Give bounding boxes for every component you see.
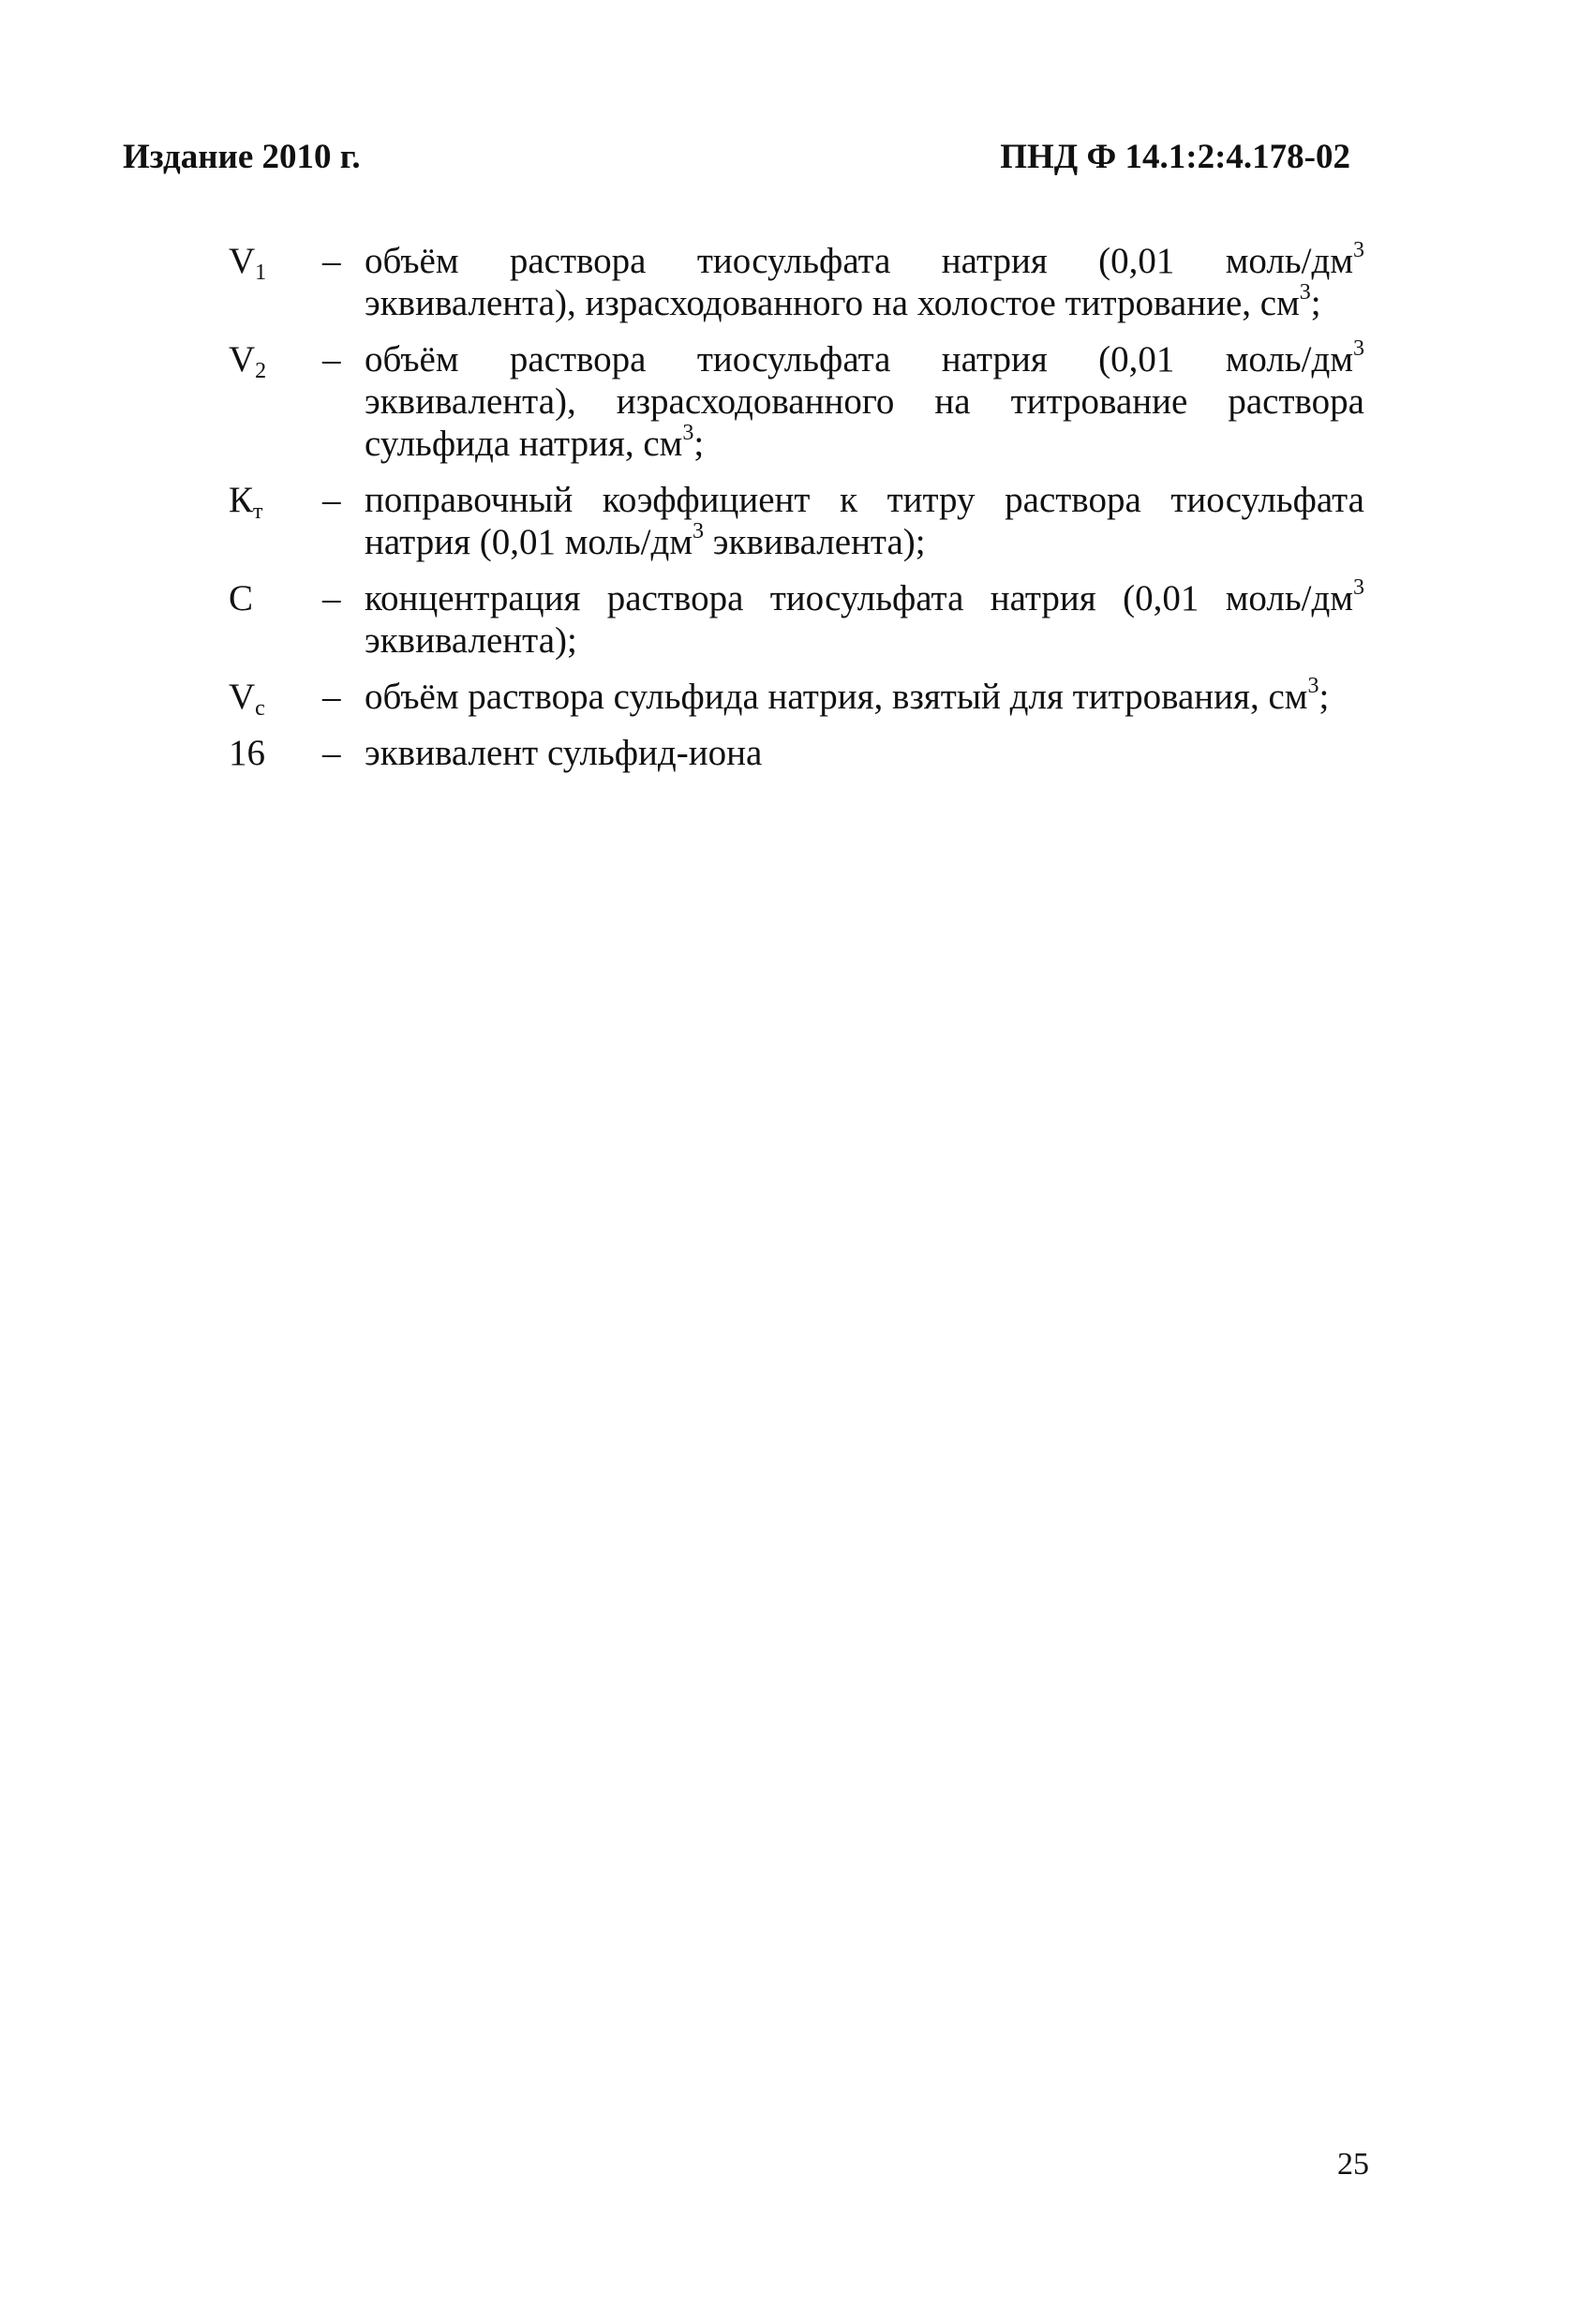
definition-dash: –	[322, 677, 341, 717]
definition-dash: –	[322, 241, 341, 281]
definition-item	[229, 732, 1364, 774]
definition-symbol: 16	[229, 733, 265, 773]
edition-header: Издание 2010 г.	[123, 138, 361, 176]
definition-text: эквивалент сульфид-иона	[365, 733, 763, 773]
definition-symbol: $V_c$	[229, 677, 265, 721]
definition-dash: –	[322, 733, 341, 773]
definitions-list	[229, 240, 1364, 788]
document-code-header: ПНД Ф 14.1:2:4.178-02	[1000, 138, 1350, 176]
definition-item	[229, 674, 1364, 721]
definition-text: объём раствора тиосульфата натрия (0,01 моль/$дм^3$ эквивалента), израсходованного на титрование раствора сульфида натрия, $см^3$;	[365, 336, 1364, 464]
page-number: 25	[1337, 2147, 1369, 2182]
definition-item	[229, 479, 1364, 563]
definition-symbol: $V_1$	[229, 241, 267, 285]
definition-item	[229, 338, 1364, 465]
definition-text: объём раствора сульфида натрия, взятый для титрования, $см^3$;	[365, 674, 1330, 717]
definition-text: объём раствора тиосульфата натрия (0,01 моль/$дм^3$ эквивалента), израсходованного на холостое титрование, $см^3$;	[365, 238, 1364, 323]
definition-item	[229, 240, 1364, 324]
definition-text: поправочный коэффициент к титру раствора тиосульфата натрия (0,01 моль/$дм^3$ эквивалента);	[365, 480, 1364, 562]
definition-item	[229, 577, 1364, 662]
definition-dash: –	[322, 480, 341, 520]
definition-dash: –	[322, 578, 341, 618]
definition-symbol: $V_2$	[229, 339, 267, 383]
definition-symbol: $К_т$	[229, 480, 263, 524]
definition-text: концентрация раствора тиосульфата натрия (0,01 моль/$дм^3$ эквивалента);	[365, 575, 1364, 661]
definition-symbol: С	[229, 578, 254, 618]
definition-dash: –	[322, 339, 341, 380]
